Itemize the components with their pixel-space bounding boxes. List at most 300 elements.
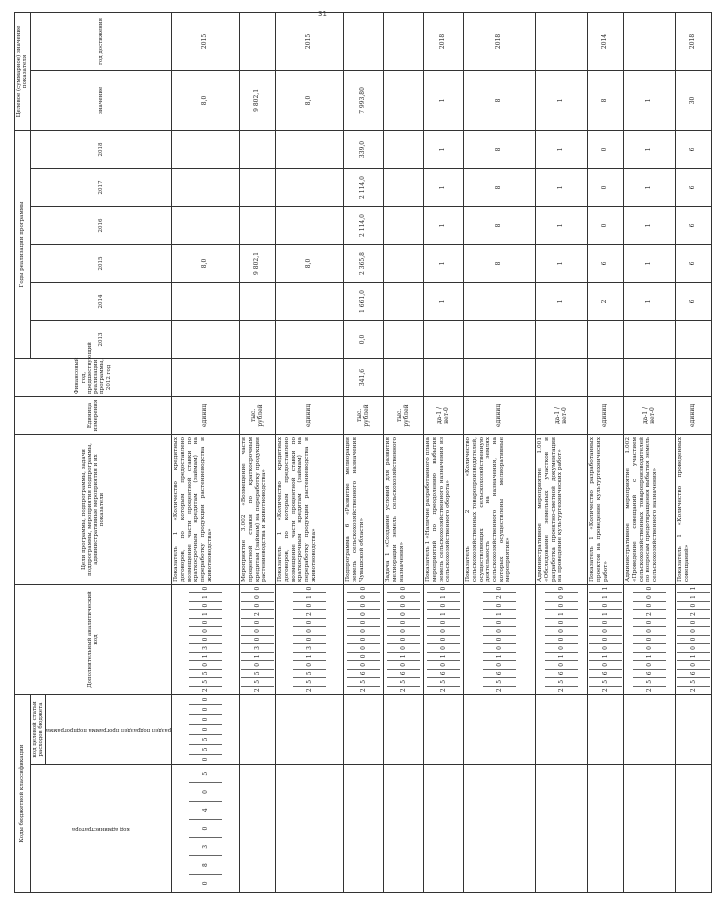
code-digit: 0 bbox=[387, 602, 420, 610]
budget-line-cell bbox=[384, 694, 424, 764]
year-2015-cell: 1 bbox=[536, 244, 588, 282]
code-digit: 1 bbox=[483, 610, 516, 618]
code-digit: 3 bbox=[293, 644, 326, 652]
goal-text: Показатель 1 «Количество кредитных договоров, по которым предоставлено возмещение части процентной ставки по краткосрочным кредитам (займам) на переработку продукции растениеводства и животноводства» bbox=[172, 434, 240, 584]
code-digit: 4 bbox=[189, 802, 222, 820]
code-digit: 5 bbox=[677, 678, 710, 686]
code-digit: 0 bbox=[589, 619, 622, 627]
year-2013-cell: 0,0 bbox=[344, 320, 384, 358]
year-2014-cell: 2 bbox=[588, 282, 624, 320]
code-digit: 0 bbox=[633, 661, 666, 669]
goal-text: Задача 1 «Создание условий для развития мелиорации земель сельскохозяйственного назначения» bbox=[384, 434, 424, 584]
fin-year-cell bbox=[588, 358, 624, 396]
code-digit: 5 bbox=[427, 678, 460, 686]
target-year-cell: 2015 bbox=[172, 12, 240, 70]
code-digit: 0 bbox=[483, 661, 516, 669]
code-digit: 2 bbox=[602, 688, 610, 693]
header-row-1 bbox=[15, 12, 31, 892]
code-digit: 1 bbox=[189, 610, 222, 618]
code-digit: 0 bbox=[633, 593, 666, 601]
target-value-cell: 1 bbox=[424, 70, 464, 130]
admin-code-cell bbox=[276, 765, 344, 893]
year-2018-cell bbox=[172, 130, 240, 168]
head-target: Целевое (суммарное) значение показателя bbox=[15, 12, 31, 130]
table-row bbox=[676, 12, 712, 892]
year-2013-cell bbox=[624, 320, 676, 358]
code-digit: 1 bbox=[483, 653, 516, 661]
code-digit: 0 bbox=[483, 619, 516, 627]
code-digit: 6 bbox=[633, 670, 666, 678]
table-row bbox=[240, 12, 276, 892]
table-row bbox=[276, 12, 344, 892]
code-digit: 0 bbox=[545, 627, 578, 635]
year-2016-cell bbox=[172, 206, 240, 244]
year-2015-cell: 8,0 bbox=[276, 244, 344, 282]
code-digit: 2 bbox=[306, 688, 314, 693]
year-2013-cell bbox=[536, 320, 588, 358]
target-value-cell: 9 802,1 bbox=[240, 70, 276, 130]
head-budget-classification: Коды бюджетной классификации bbox=[15, 694, 31, 892]
table-body bbox=[172, 12, 712, 892]
budget-line-cell bbox=[424, 694, 464, 764]
unit-cell: единиц bbox=[172, 396, 240, 434]
table-row bbox=[424, 12, 464, 892]
year-2017-cell: 0 bbox=[588, 168, 624, 206]
code-digit: 0 bbox=[189, 725, 222, 735]
unit-cell: да-1 / нет-0 bbox=[536, 396, 588, 434]
code-digit: 2 bbox=[677, 610, 710, 618]
year-2014-cell bbox=[240, 282, 276, 320]
year-2014-cell: 1 bbox=[536, 282, 588, 320]
target-year-cell: 2014 bbox=[588, 12, 624, 70]
code-digit: 1 bbox=[677, 593, 710, 601]
target-year-cell bbox=[624, 12, 676, 70]
admin-code-cell bbox=[384, 765, 424, 893]
code-digit: 1 bbox=[545, 653, 578, 661]
code-digit: 6 bbox=[545, 670, 578, 678]
year-2018-cell: 1 bbox=[424, 130, 464, 168]
code-digit: 0 bbox=[387, 627, 420, 635]
year-2015-cell bbox=[384, 244, 424, 282]
code-digit: 1 bbox=[189, 653, 222, 661]
code-digit: 6 bbox=[347, 670, 380, 678]
analytic-code-cell bbox=[536, 584, 588, 694]
goal-text: Мероприятие 3.002 «Возмещение части процентной ставки по краткосрочным кредитам (займам) на переработку продукции растениеводства и животноводства» bbox=[240, 434, 276, 584]
admin-code-cell bbox=[172, 765, 240, 893]
code-digit: 1 bbox=[241, 653, 274, 661]
code-digit: 0 bbox=[241, 636, 274, 644]
code-digit: 0 bbox=[293, 619, 326, 627]
code-digit: 2 bbox=[241, 610, 274, 618]
code-digit: 5 bbox=[347, 678, 380, 686]
code-digit: 0 bbox=[241, 627, 274, 635]
code-digit: 5 bbox=[189, 678, 222, 686]
code-digit: 6 bbox=[483, 670, 516, 678]
fin-year-cell bbox=[536, 358, 588, 396]
year-2013-cell bbox=[676, 320, 712, 358]
code-digit: 5 bbox=[483, 678, 516, 686]
target-year-cell bbox=[384, 12, 424, 70]
code-digit: 1 bbox=[387, 653, 420, 661]
year-2017-cell: 1 bbox=[536, 168, 588, 206]
code-digit: 1 bbox=[293, 653, 326, 661]
code-digit: 6 bbox=[589, 670, 622, 678]
unit-cell: тыс. рублей bbox=[384, 396, 424, 434]
code-digit: 0 bbox=[347, 627, 380, 635]
target-value-cell: 8,0 bbox=[276, 70, 344, 130]
code-digit: 0 bbox=[241, 593, 274, 601]
code-digit: 0 bbox=[347, 610, 380, 618]
code-digit: 0 bbox=[347, 636, 380, 644]
year-2016-cell bbox=[240, 206, 276, 244]
code-digit: 0 bbox=[347, 644, 380, 652]
code-digit: 0 bbox=[677, 602, 710, 610]
table-row bbox=[536, 12, 588, 892]
code-digit: 0 bbox=[189, 619, 222, 627]
analytic-code-cell bbox=[676, 584, 712, 694]
target-value-cell: 30 bbox=[676, 70, 712, 130]
year-2016-cell: 0 bbox=[588, 206, 624, 244]
year-2018-cell: 1 bbox=[536, 130, 588, 168]
admin-code-cell bbox=[676, 765, 712, 893]
code-digit: 0 bbox=[545, 644, 578, 652]
fin-year-cell bbox=[676, 358, 712, 396]
unit-cell: единиц bbox=[276, 396, 344, 434]
year-2015-cell: 8,0 bbox=[172, 244, 240, 282]
page-number: 31 bbox=[318, 10, 327, 18]
year-2016-cell: 8 bbox=[464, 206, 536, 244]
code-digit: 1 bbox=[189, 593, 222, 601]
head-value: значение bbox=[30, 70, 172, 130]
code-digit: 2 bbox=[440, 688, 448, 693]
target-year-cell: 2015 bbox=[276, 12, 344, 70]
code-digit: 0 bbox=[633, 636, 666, 644]
code-digit: 0 bbox=[293, 602, 326, 610]
head-year-reached: год достижения bbox=[30, 12, 172, 70]
code-digit: 8 bbox=[189, 856, 222, 874]
head-budget-line: код целевой статьи расходов бюджета bbox=[30, 694, 46, 764]
code-digit: 0 bbox=[545, 636, 578, 644]
analytic-code-cell bbox=[240, 584, 276, 694]
year-2015-cell: 2 365,8 bbox=[344, 244, 384, 282]
code-digit: 2 bbox=[293, 610, 326, 618]
code-digit: 0 bbox=[387, 661, 420, 669]
analytic-code-cell bbox=[624, 584, 676, 694]
target-value-cell bbox=[384, 70, 424, 130]
year-2017-cell: 8 bbox=[464, 168, 536, 206]
code-digit: 0 bbox=[545, 602, 578, 610]
head-goals: Цели программы, подпрограммы, задачи подпрограммы, мероприятия подпрограммы, административные мероприятия и их показатели bbox=[15, 434, 172, 584]
unit-cell: тыс. рублей bbox=[240, 396, 276, 434]
code-digit: 0 bbox=[677, 619, 710, 627]
code-digit: 2 bbox=[558, 688, 566, 693]
code-digit: 5 bbox=[241, 678, 274, 686]
table-row bbox=[588, 12, 624, 892]
year-2015-cell: 1 bbox=[624, 244, 676, 282]
target-year-cell bbox=[240, 12, 276, 70]
code-digit: 5 bbox=[189, 670, 222, 678]
code-digit: 9 bbox=[545, 585, 578, 593]
code-digit: 0 bbox=[633, 585, 666, 593]
admin-code-cell bbox=[344, 765, 384, 893]
analytic-code-cell bbox=[424, 584, 464, 694]
goal-text: Административное мероприятие 1.002 «Проведение совещаний с участием сельскохозяйственных товаропроизводителей по вопросам предотвращения выбытия земель сельскохозяйственного назначения» bbox=[624, 434, 676, 584]
code-digit: 0 bbox=[483, 644, 516, 652]
target-year-cell: 2018 bbox=[424, 12, 464, 70]
year-2018-cell: 339,0 bbox=[344, 130, 384, 168]
code-digit: 0 bbox=[189, 820, 222, 838]
code-digit: 0 bbox=[387, 610, 420, 618]
code-digit: 3 bbox=[189, 644, 222, 652]
code-digit: 0 bbox=[427, 619, 460, 627]
fin-year-cell bbox=[384, 358, 424, 396]
year-2017-cell: 1 bbox=[624, 168, 676, 206]
table-row bbox=[464, 12, 536, 892]
code-digit: 0 bbox=[202, 757, 210, 762]
code-digit: 2 bbox=[202, 688, 210, 693]
head-y2016: 2016 bbox=[30, 206, 172, 244]
year-2013-cell bbox=[172, 320, 240, 358]
budget-line-cell bbox=[240, 694, 276, 764]
goal-text: Показатель 1 «Количество кредитных договоров, по которым предоставлено возмещение части процентной ставки по краткосрочным кредитам (займам) на переработку продукции растениеводства и животноводства» bbox=[276, 434, 344, 584]
code-digit: 5 bbox=[293, 670, 326, 678]
year-2017-cell bbox=[276, 168, 344, 206]
code-digit: 5 bbox=[241, 670, 274, 678]
code-digit: 0 bbox=[293, 627, 326, 635]
year-2018-cell bbox=[240, 130, 276, 168]
code-digit: 0 bbox=[427, 636, 460, 644]
code-digit: 0 bbox=[202, 881, 210, 886]
code-digit: 0 bbox=[189, 695, 222, 705]
year-2013-cell bbox=[240, 320, 276, 358]
code-digit: 2 bbox=[400, 688, 408, 693]
code-digit: 1 bbox=[633, 653, 666, 661]
year-2017-cell: 2 114,0 bbox=[344, 168, 384, 206]
unit-cell: единиц bbox=[676, 396, 712, 434]
target-year-cell bbox=[344, 12, 384, 70]
code-digit: 0 bbox=[241, 661, 274, 669]
code-digit: 2 bbox=[633, 610, 666, 618]
code-digit: 0 bbox=[633, 627, 666, 635]
budget-line-cell bbox=[624, 694, 676, 764]
year-2018-cell: 8 bbox=[464, 130, 536, 168]
code-digit: 0 bbox=[589, 627, 622, 635]
head-y2018: 2018 bbox=[30, 130, 172, 168]
code-digit: 0 bbox=[189, 627, 222, 635]
head-unit: Единица измерения bbox=[15, 396, 172, 434]
budget-line-cell bbox=[172, 694, 240, 764]
target-value-cell: 8,0 bbox=[172, 70, 240, 130]
code-digit: 1 bbox=[677, 585, 710, 593]
code-digit: 2 bbox=[360, 688, 368, 693]
code-digit: 0 bbox=[483, 602, 516, 610]
year-2014-cell bbox=[276, 282, 344, 320]
table-sheet bbox=[14, 13, 698, 893]
code-digit: 5 bbox=[545, 678, 578, 686]
code-digit: 1 bbox=[589, 653, 622, 661]
target-value-cell: 1 bbox=[536, 70, 588, 130]
budget-line-cell bbox=[588, 694, 624, 764]
unit-cell: да-1 / нет-0 bbox=[624, 396, 676, 434]
year-2013-cell bbox=[384, 320, 424, 358]
year-2015-cell: 1 bbox=[424, 244, 464, 282]
analytic-code-cell bbox=[384, 584, 424, 694]
target-year-cell: 2018 bbox=[464, 12, 536, 70]
code-digit: 2 bbox=[646, 688, 654, 693]
year-2016-cell: 6 bbox=[676, 206, 712, 244]
year-2013-cell bbox=[464, 320, 536, 358]
code-digit: 0 bbox=[483, 585, 516, 593]
code-digit: 0 bbox=[427, 644, 460, 652]
code-digit: 0 bbox=[189, 602, 222, 610]
goal-text: Административное мероприятие 1.001 «Обследование земельных участков и разработка проектно-сметной документации на проведение культуртехнических работ» bbox=[536, 434, 588, 584]
code-digit: 0 bbox=[347, 619, 380, 627]
year-2017-cell: 1 bbox=[424, 168, 464, 206]
code-digit: 0 bbox=[677, 636, 710, 644]
code-digit: 0 bbox=[189, 705, 222, 715]
year-2016-cell bbox=[384, 206, 424, 244]
code-digit: 0 bbox=[545, 661, 578, 669]
code-digit: 0 bbox=[633, 644, 666, 652]
code-digit: 0 bbox=[293, 585, 326, 593]
table-row bbox=[624, 12, 676, 892]
code-digit: 3 bbox=[189, 838, 222, 856]
year-2014-cell: 6 bbox=[676, 282, 712, 320]
code-digit: 0 bbox=[387, 644, 420, 652]
table-row bbox=[384, 12, 424, 892]
code-digit: 1 bbox=[293, 593, 326, 601]
year-2013-cell bbox=[276, 320, 344, 358]
code-digit: 5 bbox=[633, 678, 666, 686]
code-digit: 0 bbox=[189, 636, 222, 644]
table-row bbox=[172, 12, 240, 892]
code-digit: 5 bbox=[387, 678, 420, 686]
code-digit: 0 bbox=[189, 585, 222, 593]
year-2016-cell bbox=[276, 206, 344, 244]
target-value-cell: 7 993,80 bbox=[344, 70, 384, 130]
year-2016-cell: 1 bbox=[536, 206, 588, 244]
year-2013-cell bbox=[588, 320, 624, 358]
code-digit: 5 bbox=[189, 765, 222, 783]
analytic-code-cell bbox=[588, 584, 624, 694]
head-y2015: 2015 bbox=[30, 244, 172, 282]
code-digit: 2 bbox=[690, 688, 698, 693]
year-2018-cell: 1 bbox=[624, 130, 676, 168]
fin-year-cell bbox=[424, 358, 464, 396]
code-digit: 5 bbox=[189, 745, 222, 755]
admin-code-cell bbox=[240, 765, 276, 893]
code-digit: 1 bbox=[427, 610, 460, 618]
code-digit: 0 bbox=[677, 661, 710, 669]
budget-line-cell bbox=[344, 694, 384, 764]
code-digit: 0 bbox=[293, 636, 326, 644]
year-2014-cell: 1 bbox=[624, 282, 676, 320]
code-digit: 0 bbox=[347, 653, 380, 661]
budget-line-cell bbox=[676, 694, 712, 764]
fin-year-cell bbox=[624, 358, 676, 396]
code-digit: 5 bbox=[293, 678, 326, 686]
code-digit: 0 bbox=[241, 585, 274, 593]
year-2017-cell: 6 bbox=[676, 168, 712, 206]
year-2016-cell: 1 bbox=[424, 206, 464, 244]
goal-text: Показатель 1 «Количество проведенных совещаний» bbox=[676, 434, 712, 584]
admin-code-cell bbox=[624, 765, 676, 893]
code-digit: 0 bbox=[347, 593, 380, 601]
code-digit: 0 bbox=[293, 661, 326, 669]
analytic-code-cell bbox=[464, 584, 536, 694]
year-2014-cell: 1 bbox=[424, 282, 464, 320]
code-digit: 1 bbox=[545, 610, 578, 618]
target-value-cell: 1 bbox=[624, 70, 676, 130]
code-digit: 1 bbox=[589, 585, 622, 593]
admin-code-cell bbox=[536, 765, 588, 893]
year-2018-cell bbox=[276, 130, 344, 168]
code-digit: 0 bbox=[483, 627, 516, 635]
unit-cell: единиц bbox=[464, 396, 536, 434]
code-digit: 0 bbox=[387, 636, 420, 644]
head-years: Годы реализации программы bbox=[15, 130, 31, 358]
year-2015-cell: 6 bbox=[676, 244, 712, 282]
head-sub-cols: раздел подраздел программа подпрограмма bbox=[46, 694, 172, 764]
goal-text: Показатель 1 «Наличие разработанного плана мероприятий по преодолению выбытия земель сельскохозяйственного назначения из сельскохозяйственного оборота» bbox=[424, 434, 464, 584]
code-digit: 0 bbox=[241, 602, 274, 610]
code-digit: 0 bbox=[387, 619, 420, 627]
budget-line-cell bbox=[536, 694, 588, 764]
unit-cell: да-1 / нет-0 bbox=[424, 396, 464, 434]
code-digit: 0 bbox=[427, 661, 460, 669]
year-2017-cell bbox=[384, 168, 424, 206]
code-digit: 0 bbox=[545, 593, 578, 601]
analytic-code-cell bbox=[344, 584, 384, 694]
year-2013-cell bbox=[424, 320, 464, 358]
code-digit: 0 bbox=[427, 602, 460, 610]
budget-line-cell bbox=[276, 694, 344, 764]
year-2017-cell bbox=[240, 168, 276, 206]
code-digit: 0 bbox=[677, 644, 710, 652]
year-2018-cell: 0 bbox=[588, 130, 624, 168]
program-table bbox=[14, 12, 712, 893]
target-value-cell: 8 bbox=[588, 70, 624, 130]
code-digit: 6 bbox=[427, 670, 460, 678]
code-digit: 2 bbox=[483, 593, 516, 601]
year-2014-cell bbox=[464, 282, 536, 320]
head-y2013: 2013 bbox=[30, 320, 172, 358]
year-2014-cell: 1 661,0 bbox=[344, 282, 384, 320]
fin-year-cell bbox=[240, 358, 276, 396]
head-analytic-code: Дополнительный аналитический код bbox=[15, 584, 172, 694]
code-digit: 0 bbox=[347, 661, 380, 669]
code-digit: 1 bbox=[677, 653, 710, 661]
code-digit: 6 bbox=[677, 670, 710, 678]
year-2014-cell bbox=[384, 282, 424, 320]
head-y2017: 2017 bbox=[30, 168, 172, 206]
code-digit: 2 bbox=[254, 688, 262, 693]
year-2018-cell: 6 bbox=[676, 130, 712, 168]
code-digit: 0 bbox=[677, 627, 710, 635]
admin-code-cell bbox=[424, 765, 464, 893]
table-row bbox=[344, 12, 384, 892]
head-y2014: 2014 bbox=[30, 282, 172, 320]
code-digit: 0 bbox=[387, 585, 420, 593]
code-digit: 3 bbox=[241, 644, 274, 652]
code-digit: 5 bbox=[189, 735, 222, 745]
year-2015-cell: 9 802,1 bbox=[240, 244, 276, 282]
code-digit: 0 bbox=[633, 602, 666, 610]
budget-line-cell bbox=[464, 694, 536, 764]
admin-code-cell bbox=[464, 765, 536, 893]
code-digit: 1 bbox=[589, 610, 622, 618]
code-digit: 0 bbox=[189, 783, 222, 801]
